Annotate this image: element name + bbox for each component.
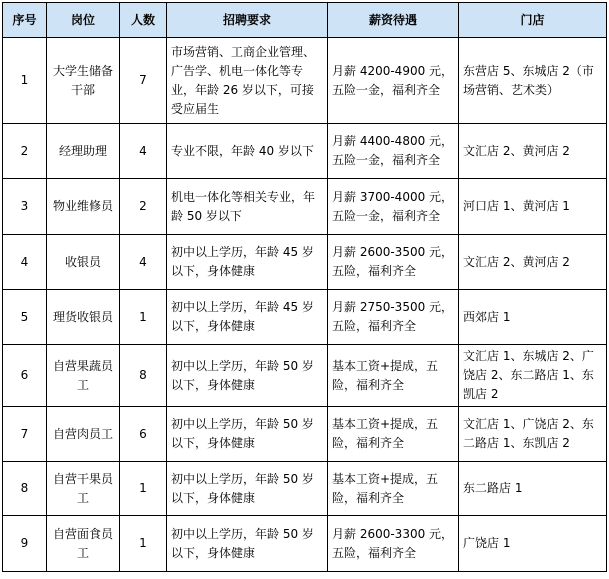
- recruitment-table: [2, 2, 607, 572]
- header-salary: 薪资待遇: [328, 3, 459, 38]
- cell-count: 1: [120, 516, 167, 572]
- cell-position: 物业维修员: [47, 179, 120, 235]
- table-row: [3, 235, 607, 290]
- cell-position: 经理助理: [47, 124, 120, 179]
- cell-store: 东二路店 1: [459, 462, 607, 516]
- cell-position: 大学生储备干部: [47, 38, 120, 124]
- cell-no: 8: [3, 462, 47, 516]
- cell-position: 自营干果员工: [47, 462, 120, 516]
- cell-count: 2: [120, 179, 167, 235]
- cell-no: 6: [3, 345, 47, 407]
- cell-requirements: 初中以上学历，年龄 45 岁以下，身体健康: [167, 290, 328, 345]
- cell-requirements: 初中以上学历，年龄 50 岁以下，身体健康: [167, 462, 328, 516]
- header-row: [3, 3, 607, 38]
- cell-requirements: 机电一体化等相关专业，年龄 50 岁以下: [167, 179, 328, 235]
- cell-no: 9: [3, 516, 47, 572]
- cell-salary: 月薪 2600-3500 元，五险，福利齐全: [328, 235, 459, 290]
- cell-requirements: 初中以上学历，年龄 50 岁以下，身体健康: [167, 516, 328, 572]
- cell-salary: 基本工资+提成，五险，福利齐全: [328, 345, 459, 407]
- cell-count: 8: [120, 345, 167, 407]
- table-row: [3, 407, 607, 462]
- cell-requirements: 市场营销、工商企业管理、广告学、机电一体化等专业，年龄 26 岁以下，可接受应届生: [167, 38, 328, 124]
- cell-requirements: 专业不限，年龄 40 岁以下: [167, 124, 328, 179]
- cell-store: 西郊店 1: [459, 290, 607, 345]
- cell-no: 7: [3, 407, 47, 462]
- table-row: [3, 462, 607, 516]
- table-row: [3, 38, 607, 124]
- cell-requirements: 初中以上学历，年龄 50 岁以下，身体健康: [167, 407, 328, 462]
- table-row: [3, 124, 607, 179]
- cell-salary: 月薪 4200-4900 元，五险一金，福利齐全: [328, 38, 459, 124]
- cell-salary: 基本工资+提成，五险，福利齐全: [328, 462, 459, 516]
- table-row: [3, 516, 607, 572]
- header-store: 门店: [459, 3, 607, 38]
- table-row: [3, 179, 607, 235]
- cell-salary: 月薪 3700-4000 元，五险一金，福利齐全: [328, 179, 459, 235]
- cell-position: 收银员: [47, 235, 120, 290]
- cell-count: 1: [120, 290, 167, 345]
- cell-store: 河口店 1、黄河店 1: [459, 179, 607, 235]
- cell-store: 文汇店 2、黄河店 2: [459, 235, 607, 290]
- cell-store: 东营店 5、东城店 2（市场营销、艺术类）: [459, 38, 607, 124]
- cell-store: 广饶店 1: [459, 516, 607, 572]
- cell-position: 理货收银员: [47, 290, 120, 345]
- cell-salary: 基本工资+提成，五险，福利齐全: [328, 407, 459, 462]
- cell-no: 3: [3, 179, 47, 235]
- table-row: [3, 345, 607, 407]
- cell-salary: 月薪 4400-4800 元，五险一金，福利齐全: [328, 124, 459, 179]
- cell-position: 自营果蔬员工: [47, 345, 120, 407]
- cell-count: 4: [120, 235, 167, 290]
- table-row: [3, 290, 607, 345]
- cell-count: 7: [120, 38, 167, 124]
- cell-no: 1: [3, 38, 47, 124]
- cell-requirements: 初中以上学历，年龄 50 岁以下，身体健康: [167, 345, 328, 407]
- cell-no: 4: [3, 235, 47, 290]
- cell-store: 文汇店 1、东城店 2、广饶店 2、东二路店 1、东凯店 2: [459, 345, 607, 407]
- cell-requirements: 初中以上学历，年龄 45 岁以下，身体健康: [167, 235, 328, 290]
- cell-count: 1: [120, 462, 167, 516]
- cell-salary: 月薪 2600-3300 元，五险，福利齐全: [328, 516, 459, 572]
- cell-no: 2: [3, 124, 47, 179]
- cell-position: 自营面食员工: [47, 516, 120, 572]
- cell-no: 5: [3, 290, 47, 345]
- cell-count: 6: [120, 407, 167, 462]
- cell-count: 4: [120, 124, 167, 179]
- cell-salary: 月薪 2750-3500 元，五险，福利齐全: [328, 290, 459, 345]
- header-position: 岗位: [47, 3, 120, 38]
- cell-position: 自营肉员工: [47, 407, 120, 462]
- header-requirements: 招聘要求: [167, 3, 328, 38]
- header-no: 序号: [3, 3, 47, 38]
- header-count: 人数: [120, 3, 167, 38]
- cell-store: 文汇店 2、黄河店 2: [459, 124, 607, 179]
- cell-store: 文汇店 1、广饶店 2、东二路店 1、东凯店 2: [459, 407, 607, 462]
